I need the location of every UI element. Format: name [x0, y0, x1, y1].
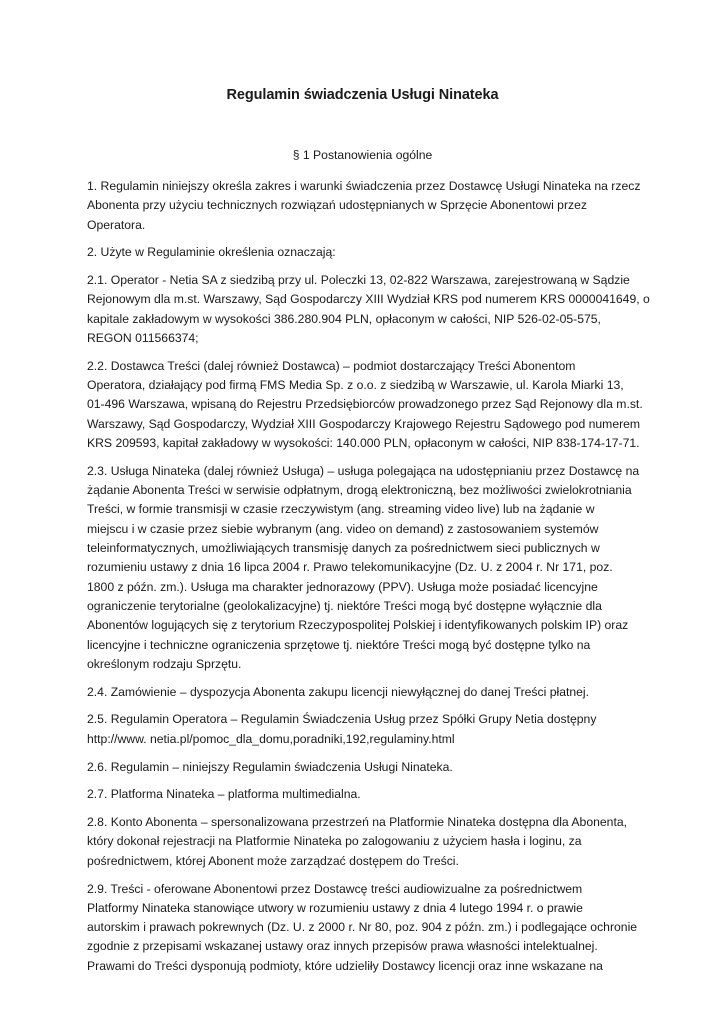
paragraph-line: Platformy Ninateka stanowiące utwory w rozumieniu ustawy z dnia 4 lutego 1994 r. o prawie: [87, 900, 583, 915]
paragraph-line: 2.4. Zamówienie – dyspozycja Abonenta zakupu licencji niewyłącznej do danej Treści płatnej.: [87, 684, 590, 699]
paragraph: [87, 710, 657, 749]
paragraph: [87, 785, 657, 804]
paragraph-line: 2.6. Regulamin – niniejszy Regulamin świadczenia Usługi Ninateka.: [87, 759, 453, 774]
paragraph-line: żądanie Abonenta Treści w serwisie odpłatnym, drogą elektroniczną, bez możliwości zwielokrotniania: [87, 483, 632, 498]
paragraph-line: określonym rodzaju Sprzętu.: [87, 656, 242, 671]
paragraph-line: zgodnie z przepisami wskazanej ustawy oraz innych przepisów prawa własności intelektualnej.: [87, 939, 598, 954]
paragraph-line: 01-496 Warszawa, wpisaną do Rejestru Przedsiębiorców prowadzonego przez Sąd Rejonowy dla m.st.: [87, 397, 643, 412]
paragraph-line: który dokonał rejestracji na Platformie Ninateka po zalogowaniu z użyciem hasła i loginu, za: [87, 834, 582, 849]
paragraph: [87, 271, 657, 348]
paragraph-line: 2. Użyte w Regulaminie określenia oznaczają:: [87, 245, 336, 260]
document-body: [87, 177, 657, 984]
paragraph-line: autorskim i prawach pokrewnych (Dz. U. z 2000 r. Nr 80, poz. 904 z późn. zm.) i podlegające ochronie: [87, 920, 638, 935]
section-heading: § 1 Postanowienia ogólne: [292, 148, 433, 162]
paragraph-line: ograniczenie terytorialne (geolokalizacyjne) tj. niektóre Treści mogą być dostępne wyłącznie dla: [87, 598, 602, 613]
paragraph-line: miejscu i w czasie przez siebie wybranym (ang. video on demand) z zastosowaniem systemów: [87, 521, 599, 536]
paragraph-line: REGON 011566374;: [87, 331, 199, 346]
paragraph-line: Warszawy, Sąd Gospodarczy, Wydział XIII Gospodarczy Krajowego Rejestru Sądowego pod numerem: [87, 416, 641, 431]
paragraph-line: 2.5. Regulamin Operatora – Regulamin Świadczenia Usług przez Spółki Grupy Netia dostępny: [87, 712, 597, 727]
paragraph-line: 1. Regulamin niniejszy określa zakres i warunki świadczenia przez Dostawcę Usługi Ninateka na rzecz: [87, 179, 641, 193]
document-title: Regulamin świadczenia Usługi Ninateka: [226, 87, 499, 103]
paragraph-line: 2.7. Platforma Ninateka – platforma multimedialna.: [87, 787, 361, 802]
paragraph-line: Abonentów logujących się z terytorium Rzeczypospolitej Polskiej i identyfikowanych polskim IP) oraz: [87, 618, 629, 633]
paragraph: [87, 177, 657, 235]
paragraph: [87, 683, 657, 702]
paragraph-line: 2.2. Dostawca Treści (dalej również Dostawca) – podmiot dostarczający Treści Abonentom: [87, 358, 576, 373]
paragraph-line: 2.9. Treści - oferowane Abonentowi przez Dostawcę treści audiowizualne za pośrednictwem: [87, 881, 583, 896]
paragraph-line: licencyjne i techniczne ograniczenia sprzętowe tj. niektóre Treści mogą być dostępne tylko na: [87, 637, 591, 652]
paragraph: [87, 758, 657, 777]
paragraph-line: Operatora, działający pod firmą FMS Media Sp. z o.o. z siedzibą w Warszawie, ul. Karola Miarki 13,: [87, 378, 624, 393]
paragraph-line: http://www. netia.pl/pomoc_dla_domu,poradniki,192,regulaminy.html: [87, 731, 455, 746]
paragraph: [87, 243, 657, 262]
paragraph: [87, 357, 657, 453]
paragraph: [87, 880, 657, 976]
paragraph: [87, 813, 657, 871]
paragraph: [87, 462, 657, 674]
paragraph-line: pośrednictwem, której Abonent może zarządzać dostępem do Treści.: [87, 853, 459, 868]
paragraph-line: 2.1. Operator - Netia SA z siedzibą przy ul. Poleczki 13, 02-822 Warszawa, zarejestrowaną w Sądzie: [87, 273, 630, 288]
paragraph-line: 1800 z późn. zm.). Usługa ma charakter jednorazowy (PPV). Usługa może posiadać licencyjne: [87, 579, 598, 594]
paragraph-line: kapitale zakładowym w wysokości 386.280.904 PLN, opłaconym w całości, NIP 526-02-05-575,: [87, 311, 601, 326]
paragraph-line: Operatora.: [87, 217, 146, 232]
paragraph-line: teleinformatycznych, umożliwiających transmisję danych za pośrednictwem sieci publicznych w: [87, 541, 600, 556]
paragraph-line: Rejonowym dla m.st. Warszawy, Sąd Gospodarczy XIII Wydział KRS pod numerem KRS 0000041649, o: [87, 292, 650, 307]
paragraph-line: Treści, w formie transmisji w czasie rzeczywistym (ang. streaming video live) lub na żądanie w: [87, 502, 595, 517]
paragraph-line: 2.8. Konto Abonenta – spersonalizowana przestrzeń na Platformie Ninateka dostępna dla Abonenta,: [87, 815, 627, 830]
paragraph-line: KRS 209593, kapitał zakładowy w wysokości: 140.000 PLN, opłaconym w całości, NIP 838-174-17-71.: [87, 436, 640, 451]
paragraph-line: rozumieniu ustawy z dnia 16 lipca 2004 r. Prawo telekomunikacyjne (Dz. U. z 2004 r. Nr 171, poz.: [87, 560, 613, 575]
paragraph-line: 2.3. Usługa Ninateka (dalej również Usługa) – usługa polegająca na udostępnianiu przez Dostawcę na: [87, 463, 640, 478]
paragraph-line: Abonenta przy użyciu technicznych rozwiązań udostępnianych w Sprzęcie Abonentowi przez: [87, 198, 587, 213]
paragraph-line: Prawami do Treści dysponują podmioty, które udzieliły Dostawcy licencji oraz inne wskazane na: [87, 958, 603, 973]
